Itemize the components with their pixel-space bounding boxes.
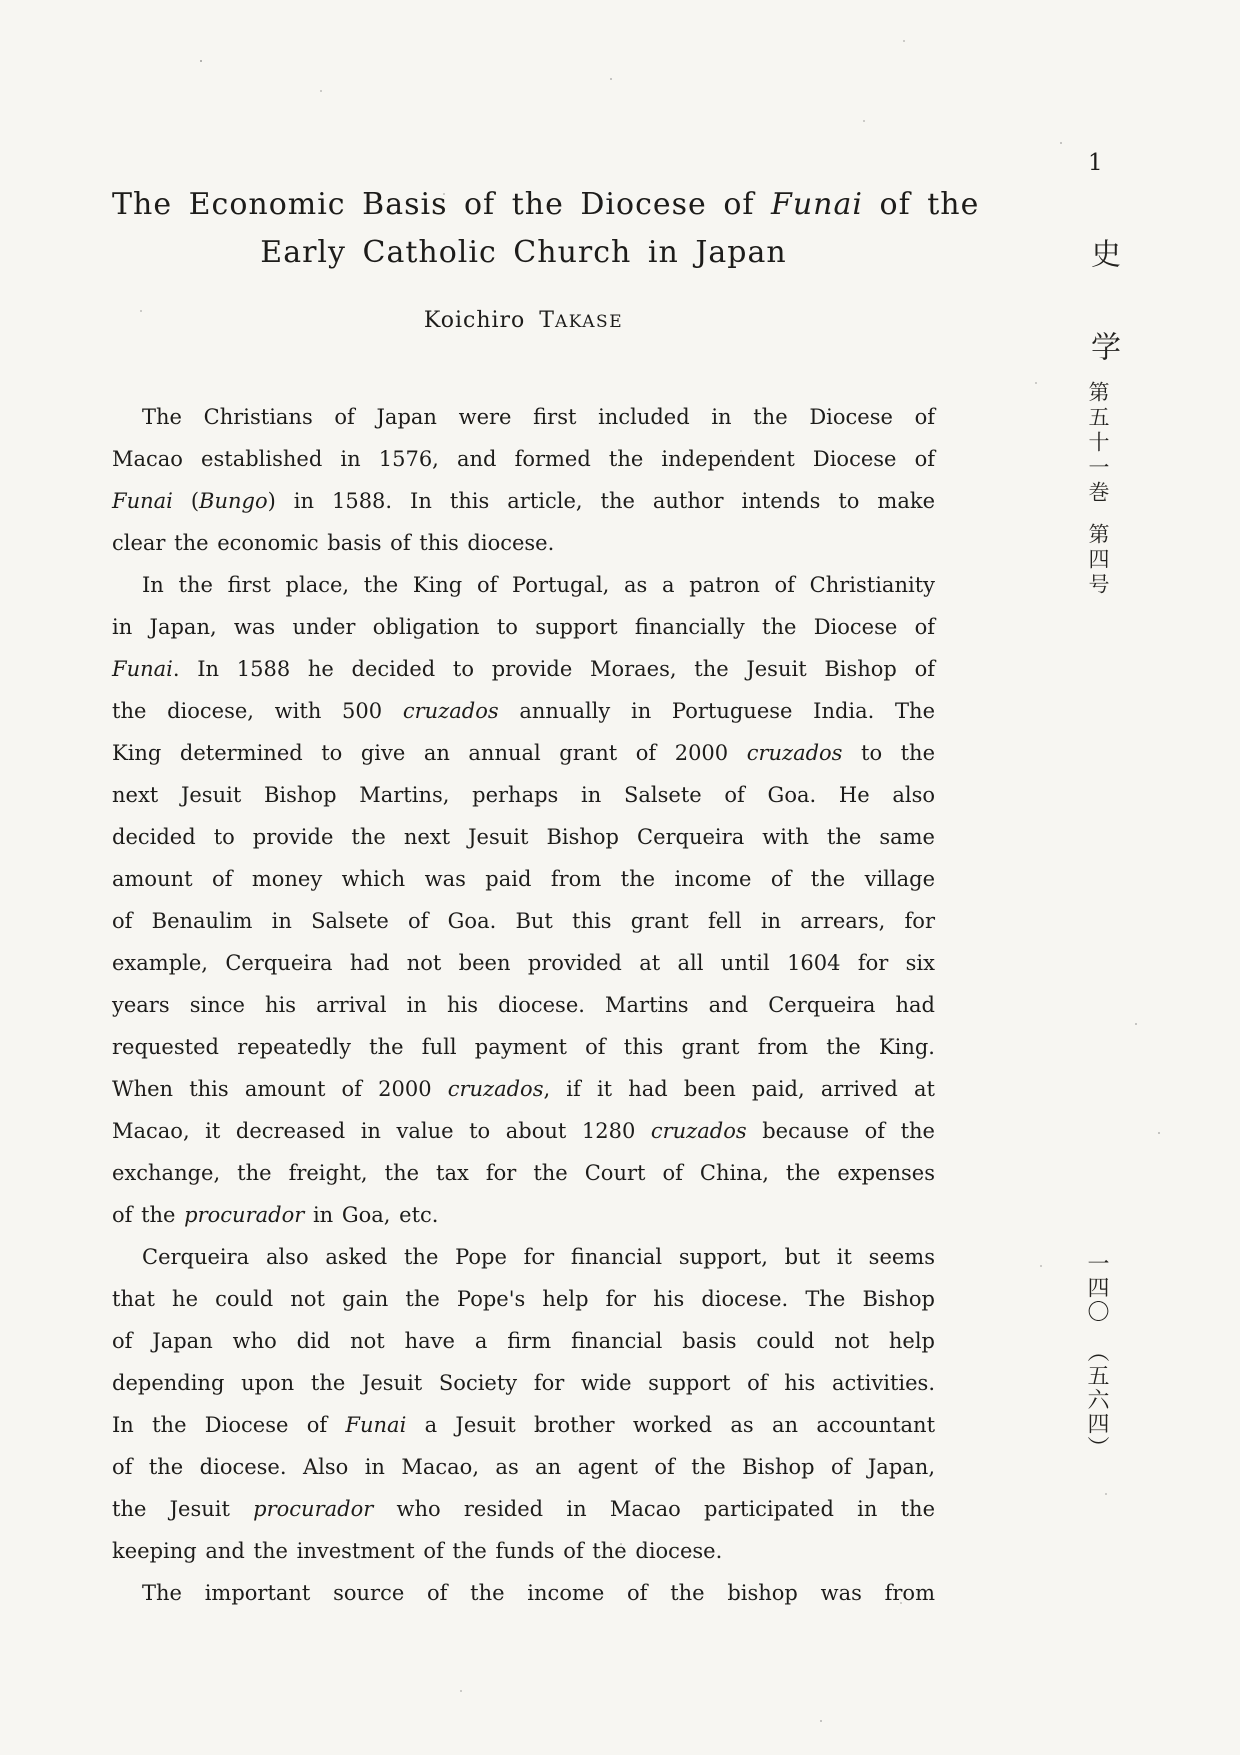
journal-issue-label: 第四号 bbox=[1086, 523, 1110, 598]
text-line: the Jesuit procurador who resided in Macao participated in the bbox=[112, 1497, 935, 1521]
text-line: next Jesuit Bishop Martins, perhaps in Salsete of Goa. He also bbox=[112, 783, 935, 807]
text-line: In the first place, the King of Portugal, as a patron of Christianity bbox=[142, 573, 935, 597]
text-line: Macao established in 1576, and formed the independent Diocese of bbox=[112, 447, 935, 471]
page-number: 1 bbox=[1088, 150, 1103, 176]
text-line: In the Diocese of Funai a Jesuit brother worked as an accountant bbox=[112, 1413, 936, 1437]
author-name bbox=[112, 308, 935, 333]
article-header bbox=[112, 181, 980, 277]
author-given: Koichiro bbox=[423, 308, 526, 333]
article-body bbox=[112, 396, 935, 1614]
folio-number-japanese: 一四〇 bbox=[1084, 1252, 1109, 1324]
article-title-line2: Early Catholic Church in Japan bbox=[260, 235, 787, 270]
text-line: Funai (Bungo) in 1588. In this article, the author intends to make bbox=[112, 489, 936, 513]
text-line: Macao, it decreased in value to about 1280 cruzados because of the bbox=[112, 1119, 935, 1143]
text-line: that he could not gain the Pope's help for his diocese. The Bishop bbox=[112, 1287, 935, 1311]
folio-number-continuous: ︵五六四︶ bbox=[1084, 1340, 1109, 1460]
text-line: of the diocese. Also in Macao, as an agent of the Bishop of Japan, bbox=[112, 1455, 935, 1479]
text-line: King determined to give an annual grant of 2000 cruzados to the bbox=[112, 741, 936, 765]
text-line: the diocese, with 500 cruzados annually in Portuguese India. The bbox=[112, 699, 936, 723]
text-line: requested repeatedly the full payment of this grant from the King. bbox=[112, 1035, 935, 1059]
scan-noise bbox=[200, 60, 202, 62]
text-line: years since his arrival in his diocese. Martins and Cerqueira had bbox=[112, 993, 935, 1017]
text-line: The important source of the income of the bishop was from bbox=[142, 1581, 935, 1605]
text-line: clear the economic basis of this diocese. bbox=[112, 531, 555, 555]
text-line: of Benaulim in Salsete of Goa. But this grant fell in arrears, for bbox=[112, 909, 935, 933]
journal-name-char-shi: 史 bbox=[1085, 238, 1120, 268]
text-line: When this amount of 2000 cruzados, if it had been paid, arrived at bbox=[112, 1077, 935, 1101]
text-line: depending upon the Jesuit Society for wide support of his activities. bbox=[112, 1371, 935, 1395]
text-line: in Japan, was under obligation to support financially the Diocese of bbox=[112, 615, 935, 639]
text-line: decided to provide the next Jesuit Bishop Cerqueira with the same bbox=[112, 825, 935, 849]
article-title-line1: The Economic Basis of the Diocese of Funai of the bbox=[112, 187, 980, 222]
text-line: of Japan who did not have a firm financial basis could not help bbox=[112, 1329, 935, 1353]
author-family-initial: T bbox=[539, 308, 555, 333]
text-line: Funai. In 1588 he decided to provide Moraes, the Jesuit Bishop of bbox=[112, 657, 935, 681]
text-line: keeping and the investment of the funds of the diocese. bbox=[112, 1539, 723, 1563]
journal-name-char-gaku: 学 bbox=[1085, 331, 1120, 361]
text-line: exchange, the freight, the tax for the Court of China, the expenses bbox=[112, 1161, 935, 1185]
text-line: Cerqueira also asked the Pope for financial support, but it seems bbox=[142, 1245, 935, 1269]
author-family-smallcaps: AKASE bbox=[554, 312, 624, 332]
journal-volume-label: 第五十一巻 bbox=[1086, 381, 1110, 506]
text-line: example, Cerqueira had not been provided at all until 1604 for six bbox=[112, 951, 935, 975]
text-line: The Christians of Japan were first included in the Diocese of bbox=[142, 405, 935, 429]
text-line: amount of money which was paid from the income of the village bbox=[112, 867, 935, 891]
text-line: of the procurador in Goa, etc. bbox=[112, 1203, 439, 1227]
